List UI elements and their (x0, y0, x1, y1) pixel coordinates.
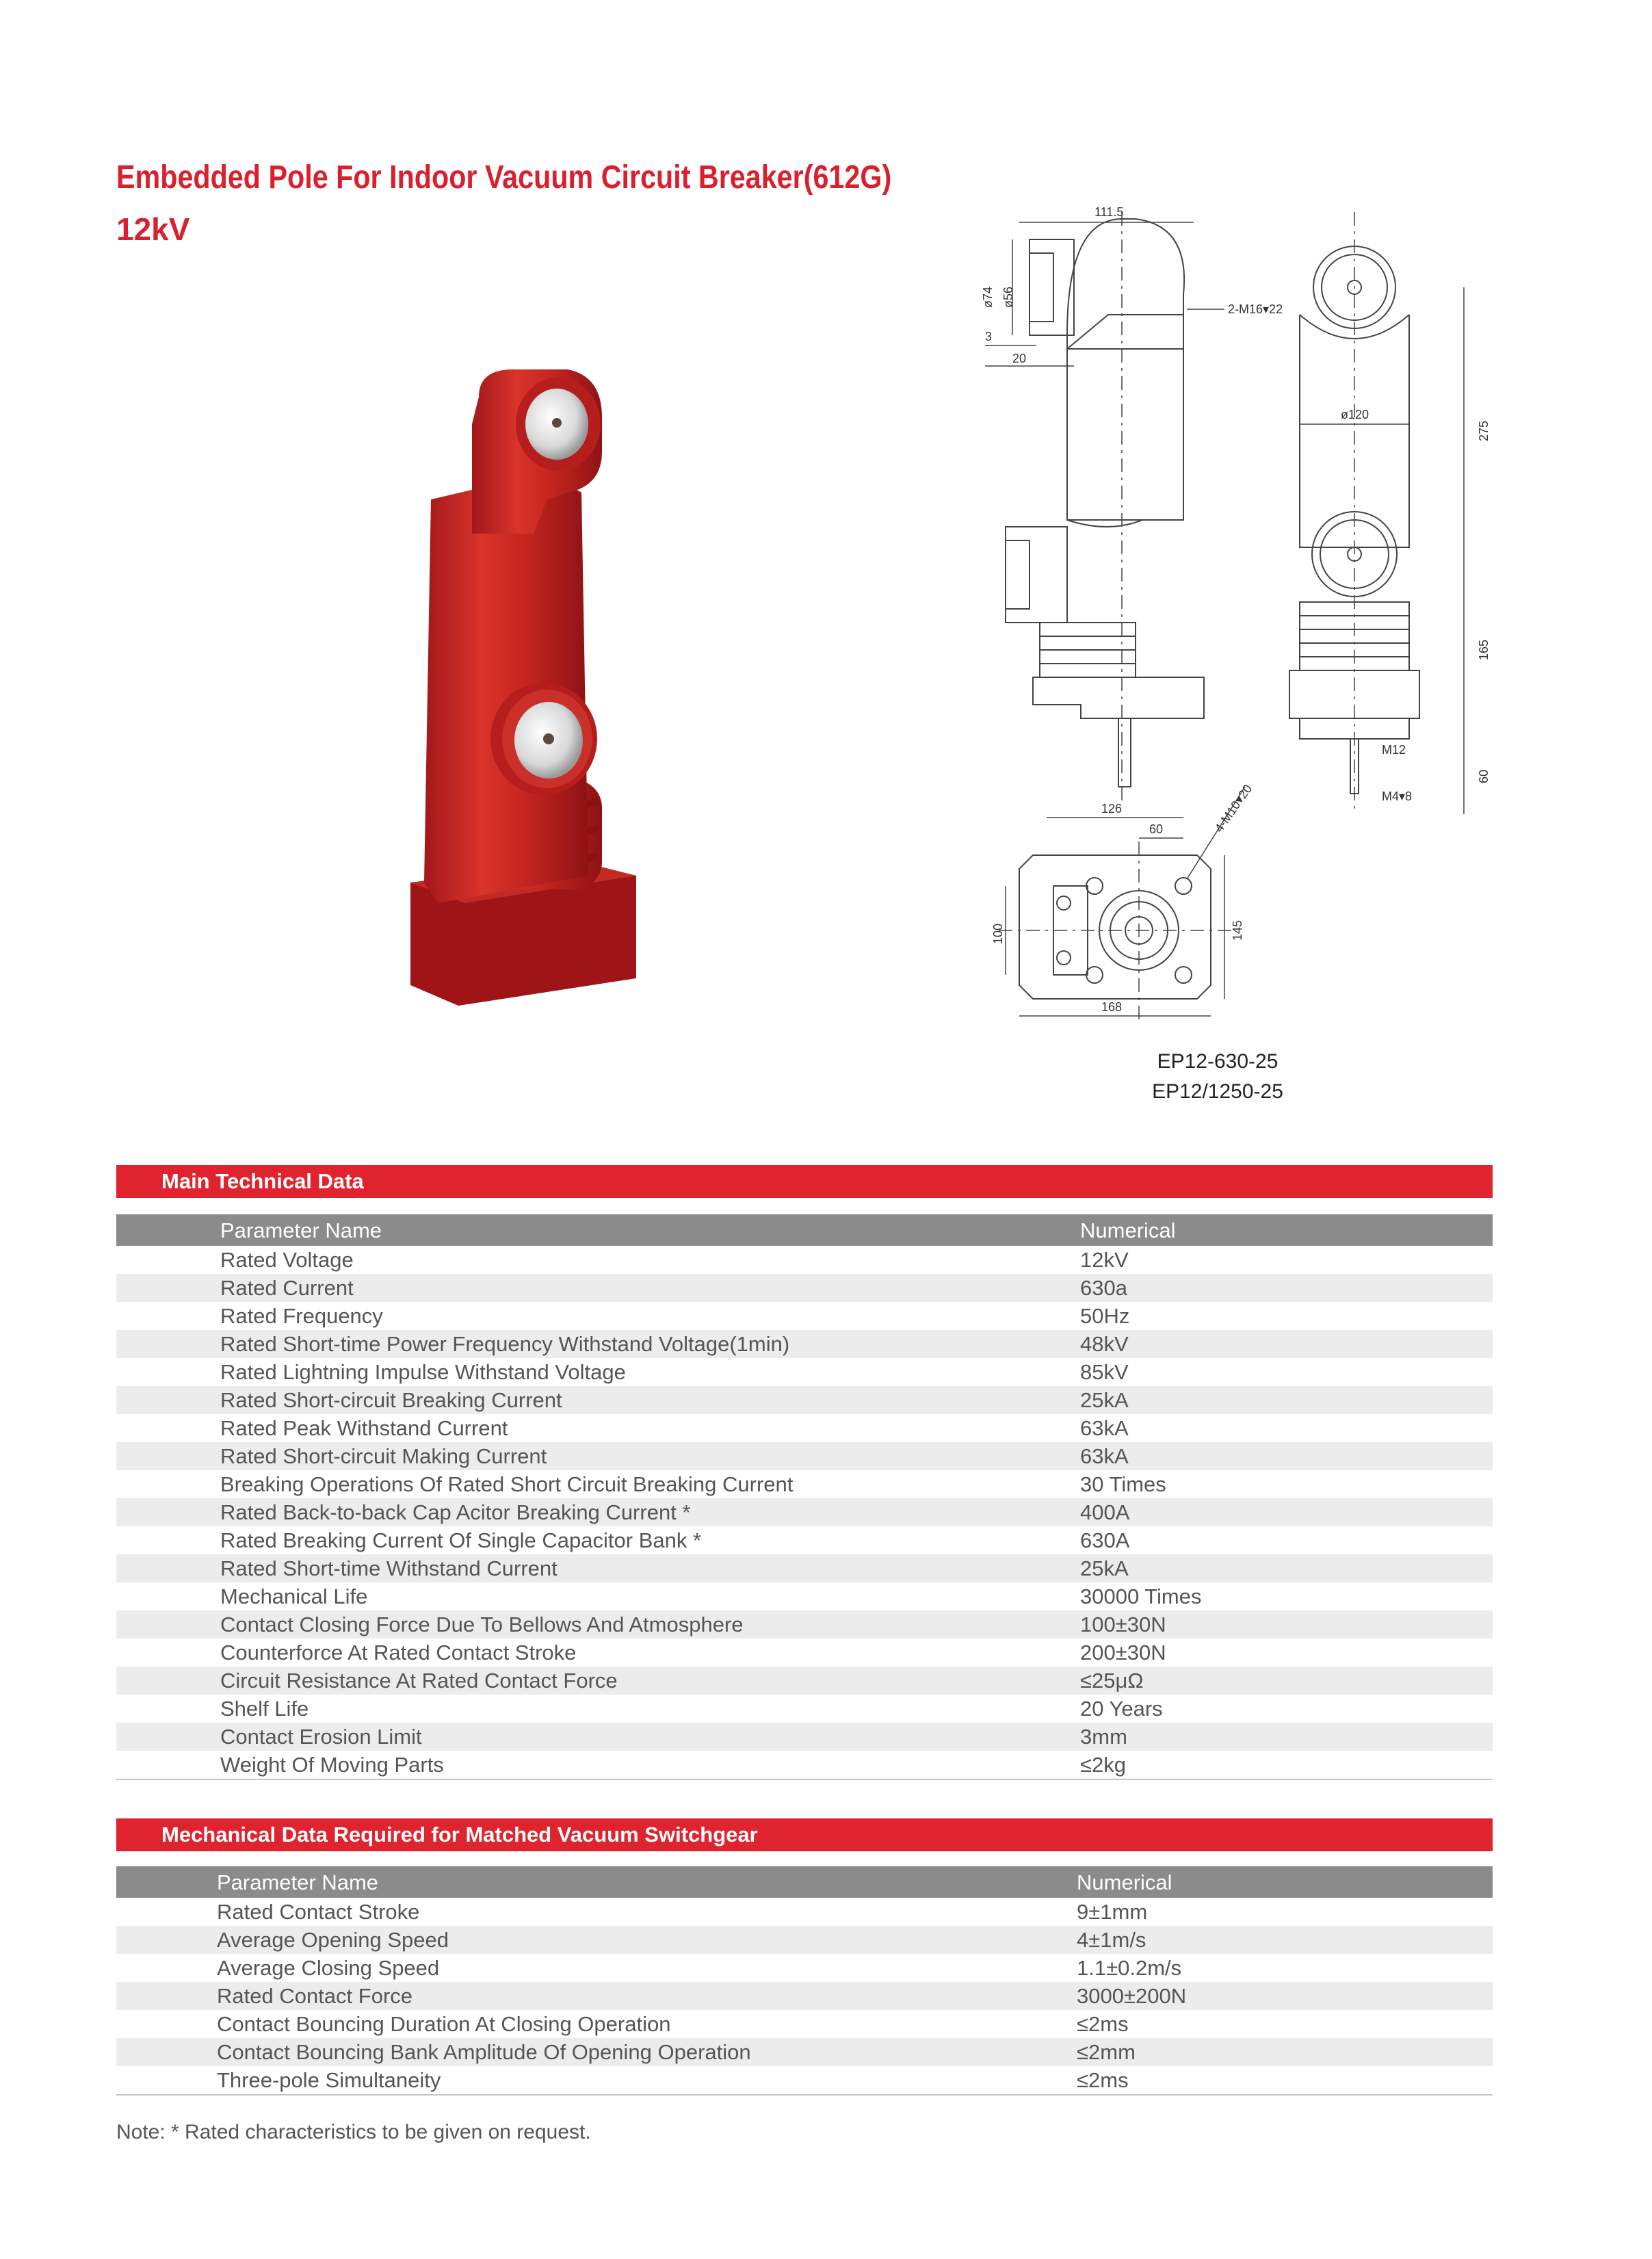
param-value: 9±1mm (1077, 1900, 1148, 1924)
param-value: 20 Years (1080, 1697, 1163, 1721)
dim-60-side: 60 (1477, 769, 1491, 783)
param-name: Rated Peak Withstand Current (220, 1416, 508, 1440)
front-view (1289, 212, 1491, 814)
param-name: Contact Bouncing Bank Amplitude Of Opening Operation (217, 2040, 751, 2064)
param-name: Rated Frequency (220, 1304, 383, 1328)
main-data-section-title: Main Technical Data (116, 1165, 1493, 1198)
table-row (116, 1498, 1493, 1526)
table-row (116, 1723, 1493, 1751)
param-value: 100±30N (1080, 1612, 1166, 1636)
param-value: 3000±200N (1077, 1984, 1187, 2008)
table-row (116, 1898, 1493, 1926)
dim-168: 168 (1101, 1000, 1123, 1014)
table-row (116, 1751, 1493, 1779)
param-value: 200±30N (1080, 1641, 1166, 1664)
param-value: ≤2kg (1080, 1753, 1126, 1777)
table-row (116, 1358, 1493, 1386)
param-name: Rated Current (220, 1276, 354, 1300)
table-row (116, 1246, 1493, 1274)
param-value: 630a (1080, 1276, 1127, 1300)
param-value: 4±1m/s (1077, 1928, 1146, 1952)
main-data-table (116, 1214, 1493, 1780)
param-value: 48kV (1080, 1332, 1129, 1356)
param-name: Contact Closing Force Due To Bellows And Atmosphere (220, 1612, 744, 1636)
param-value: 12kV (1080, 1248, 1129, 1272)
table-row (116, 1414, 1493, 1442)
param-name: Rated Breaking Current Of Single Capacitor Bank * (220, 1528, 702, 1552)
table-row (116, 1386, 1493, 1414)
param-name: Weight Of Moving Parts (220, 1753, 444, 1777)
model-code: EP12-630-25 (1157, 1050, 1279, 1073)
table-row (116, 2010, 1493, 2038)
table-row (116, 2066, 1493, 2094)
technical-drawing (944, 198, 1573, 1026)
param-value: 25kA (1080, 1556, 1129, 1580)
param-name: Rated Short-circuit Making Current (220, 1444, 547, 1468)
param-name: Circuit Resistance At Rated Contact Force (220, 1669, 618, 1693)
dim-small-20: 20 (1012, 352, 1027, 365)
side-view (981, 205, 1283, 800)
param-name: Average Opening Speed (217, 1928, 449, 1952)
param-name: Rated Short-circuit Breaking Current (220, 1388, 562, 1412)
param-name: Contact Bouncing Duration At Closing Operation (217, 2012, 671, 2036)
table-row (116, 1526, 1493, 1554)
col-header-value: Numerical (1080, 1218, 1176, 1242)
table-row (116, 1470, 1493, 1498)
param-name: Rated Contact Stroke (217, 1900, 420, 1924)
param-name: Shelf Life (220, 1697, 309, 1721)
param-value: 400A (1080, 1500, 1130, 1524)
param-name: Rated Voltage (220, 1248, 354, 1272)
table-header (116, 1866, 1493, 1898)
param-value: ≤25μΩ (1080, 1669, 1144, 1693)
param-name: Three-pole Simultaneity (217, 2068, 441, 2092)
param-name: Contact Erosion Limit (220, 1725, 422, 1749)
table-row (116, 1982, 1493, 2010)
table-row (116, 1274, 1493, 1302)
thread-m12: M12 (1382, 743, 1406, 757)
base-view (991, 782, 1255, 1019)
page-title: Embedded Pole For Indoor Vacuum Circuit Breaker(612G) (116, 159, 892, 196)
mech-data-section-title: Mechanical Data Required for Matched Vacuum Switchgear (116, 1818, 1493, 1851)
param-value: 1.1±0.2m/s (1077, 1956, 1182, 1980)
param-value: 3mm (1080, 1725, 1127, 1749)
param-value: ≤2ms (1077, 2068, 1129, 2092)
voltage-subtitle: 12kV (116, 211, 190, 247)
param-value: 30 Times (1080, 1472, 1166, 1496)
table-row (116, 1442, 1493, 1470)
param-value: 85kV (1080, 1360, 1129, 1384)
dim-126: 126 (1101, 802, 1123, 815)
param-value: 25kA (1080, 1388, 1129, 1412)
dim-small-3: 3 (985, 330, 993, 343)
param-name: Breaking Operations Of Rated Short Circuit Breaking Current (220, 1472, 794, 1496)
param-name: Mechanical Life (220, 1584, 368, 1608)
table-row (116, 1582, 1493, 1610)
table-row (116, 1302, 1493, 1330)
param-value: 50Hz (1080, 1304, 1130, 1328)
param-name: Rated Lightning Impulse Withstand Voltage (220, 1360, 626, 1384)
param-value: ≤2mm (1077, 2040, 1136, 2064)
param-value: 63kA (1080, 1416, 1129, 1440)
table-row (116, 1638, 1493, 1667)
col-header-name: Parameter Name (220, 1218, 382, 1242)
table-row (116, 1926, 1493, 1954)
thread-m4: M4▾8 (1382, 789, 1413, 803)
col-header-name: Parameter Name (217, 1870, 379, 1894)
dim-165: 165 (1477, 639, 1491, 660)
model-code: EP12/1250-25 (1152, 1080, 1283, 1103)
dim-275: 275 (1477, 420, 1491, 441)
param-name: Rated Short-time Withstand Current (220, 1556, 558, 1580)
model-codes (1142, 1047, 1293, 1107)
table-row (116, 1667, 1493, 1695)
footnote: Note: * Rated characteristics to be given on request. (116, 2121, 591, 2143)
dim-dia-outer: ø74 (981, 286, 995, 308)
dim-dia-inner: ø56 (1001, 286, 1015, 308)
dim-145: 145 (1231, 919, 1244, 941)
dim-dia-120: ø120 (1341, 408, 1369, 421)
dim-top-width: 111.5 (1094, 205, 1124, 219)
table-row (116, 1554, 1493, 1582)
param-value: 630A (1080, 1528, 1130, 1552)
param-value: 63kA (1080, 1444, 1129, 1468)
table-row (116, 1330, 1493, 1358)
param-name: Counterforce At Rated Contact Stroke (220, 1641, 577, 1664)
thread-top: 2-M16▾22 (1228, 302, 1283, 316)
table-row (116, 1695, 1493, 1723)
dim-60-base: 60 (1149, 822, 1164, 836)
param-name: Average Closing Speed (217, 1956, 440, 1980)
product-photo (397, 356, 643, 1013)
param-value: ≤2ms (1077, 2012, 1129, 2036)
table-row (116, 1610, 1493, 1638)
param-name: Rated Contact Force (217, 1984, 413, 2008)
col-header-value: Numerical (1077, 1870, 1172, 1894)
table-header (116, 1214, 1493, 1246)
param-name: Rated Short-time Power Frequency Withstand Voltage(1min) (220, 1332, 790, 1356)
param-name: Rated Back-to-back Cap Acitor Breaking Current * (220, 1500, 691, 1524)
thread-base: 4-M10▾20 (1211, 782, 1255, 835)
mech-data-table (116, 1866, 1493, 2095)
param-value: 30000 Times (1080, 1584, 1202, 1608)
table-row (116, 1954, 1493, 1982)
dim-100: 100 (991, 923, 1005, 944)
table-row (116, 2038, 1493, 2066)
